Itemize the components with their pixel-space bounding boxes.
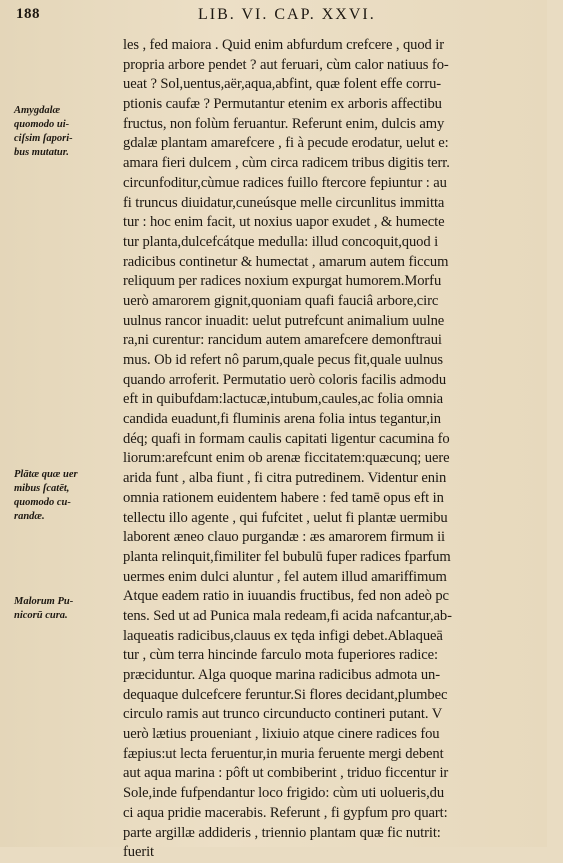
text-line: aut aqua marina : pôft ut combiberint , triduo ficcentur ir: [123, 765, 449, 782]
page-number: 188: [16, 6, 40, 22]
margin-note-worms: [14, 468, 120, 524]
text-line: ci aqua pridie macerabis. Referunt , fi gypfum pro quart:: [123, 804, 448, 821]
text-line: ueat ? Sol,uentus,aër,aqua,abfint, quæ folent effe corru-: [123, 76, 442, 93]
text-line: radicibus continetur & humectat , amarum autem ficcum: [123, 253, 449, 270]
text-line: les , fed maiora . Quid enim abfurdum crefcere , quod ir: [123, 37, 445, 53]
text-line: circunfoditur,cùmue radices fuillo ftercore fepiuntur : au: [123, 174, 447, 191]
body-text: [123, 36, 563, 863]
text-line: parte argillæ addideris , triennio plantam quæ fic nutrit:: [123, 824, 441, 841]
text-line: Sole,inde fufpendantur loco frigido: cùm uti uolueris,du: [123, 785, 445, 802]
text-line: laqueatis radicibus,clauus ex tęda infigi debet.Ablaqueā: [123, 627, 443, 644]
margin-note-line: Plātæ quæ uer: [14, 469, 78, 480]
text-line: reliquum per radices noxium expurgat humorem.Morfu: [123, 273, 442, 290]
text-line: propria arbore pendet ? aut feruari, cùm calor natiuus fo-: [123, 56, 449, 73]
text-line: uulnus rancor inuadit: uelut putrefcunt animalium uulne: [123, 312, 445, 329]
running-head: LIB. VI. CAP. XXVI.: [198, 6, 376, 23]
text-line: amara fieri dulcem , cùm circa radicem tribus digitis terr.: [123, 155, 450, 172]
text-line: liorum:arefcunt enim ob arenæ ficcitatem:quæcunq; uere: [123, 450, 450, 467]
text-line: laborent æneo clauo purgandæ : æs amarorem firmum ii: [123, 529, 446, 546]
margin-note-line: randæ.: [14, 511, 45, 522]
margin-note-line: Amygdalæ: [14, 105, 61, 116]
margin-note-line: ciſsim ſapori-: [14, 133, 73, 144]
text-line: planta relinquit,fimiliter fel bubulū fuper radices fparfum: [123, 548, 451, 565]
text-line: eft in quibufdam:lactucæ,intubum,caules,ac folia omnia: [123, 391, 444, 408]
text-line: ra,ni curentur: rancidum autem amarefcere demonftraui: [123, 332, 442, 349]
margin-note-line: quomodo cu-: [14, 497, 71, 508]
text-line: dequaque dulcefcere feruntur.Si flores decidant,plumbec: [123, 686, 448, 703]
margin-note-line: bus mutatur.: [14, 147, 69, 158]
text-line: tens. Sed ut ad Punica mala redeam,fi acida nafcantur,ab-: [123, 607, 452, 624]
margin-note-line: quomodo ui-: [14, 119, 70, 130]
text-line: uermes enim dulci aluntur , fel autem illud amariffimum: [123, 568, 447, 585]
text-line: gdalæ plantam amarefcere , fi à pecude erodatur, uelut e:: [123, 135, 449, 152]
text-line: uerò amarorem gignit,quoniam quafi fauciâ arbore,circ: [123, 292, 439, 309]
text-line: Atque eadem ratio in iuuandis fructibus, fed non adeò pc: [123, 588, 449, 605]
text-line: fuerit: [123, 844, 155, 861]
text-line: circulo ramis aut trunco circunducto contineri putant. V: [123, 706, 443, 723]
margin-note-almonds: [14, 104, 120, 160]
margin-note-line: nicorū cura.: [14, 610, 68, 621]
text-line: arida funt , alba fiunt , fi citra putredinem. Videntur enin: [123, 470, 447, 487]
margin-note-line: Malorum Pu-: [14, 596, 74, 607]
page-header: [0, 6, 547, 28]
text-line: tur , cùm terra hincinde farculo mota fuperiores radice:: [123, 647, 438, 664]
text-line: fructus, non folùm feruantur. Referunt enim, dulcis amy: [123, 115, 445, 132]
text-line: quando arroferit. Permutatio uerò coloris facilis admodu: [123, 371, 447, 388]
text-line: déq; quafi in formam caulis capitati ligentur cacumina fo: [123, 430, 450, 447]
text-line: ptionis caufæ ? Permutantur etenim ex arboris affectibu: [123, 96, 442, 113]
margin-note-line: mibus ſcatēt,: [14, 483, 70, 494]
text-line: mus. Ob id refert nô parum,quale pecus fit,quale uulnus: [123, 352, 443, 368]
text-line: uerò lætius proueniant , lixiuio atque cinere radices fou: [123, 726, 440, 743]
text-line: tur planta,dulcefcátque medulla: illud concoquit,quod i: [123, 233, 439, 250]
text-line: candida euadunt,fi fluminis arena folia intus tegantur,in: [123, 411, 441, 428]
text-line: tellectu illo agente , qui fufcitet , uelut fi plantæ uermibu: [123, 509, 448, 526]
text-line: fæpius:ut lecta feruentur,in muria feruente mergi debent: [123, 745, 444, 762]
text-line: fi truncus diuidatur,cuneúsque melle circunlitus immitta: [123, 194, 445, 211]
margin-note-pomegranates: [14, 595, 120, 623]
text-line: omnia rationem euidentem habere : fed tamē opus eft in: [123, 489, 444, 506]
text-line: præciduntur. Alga quoque marina radicibus admota un-: [123, 667, 441, 683]
text-line: tur : hoc enim facit, ut noxius uapor exudet , & humecte: [123, 214, 445, 231]
